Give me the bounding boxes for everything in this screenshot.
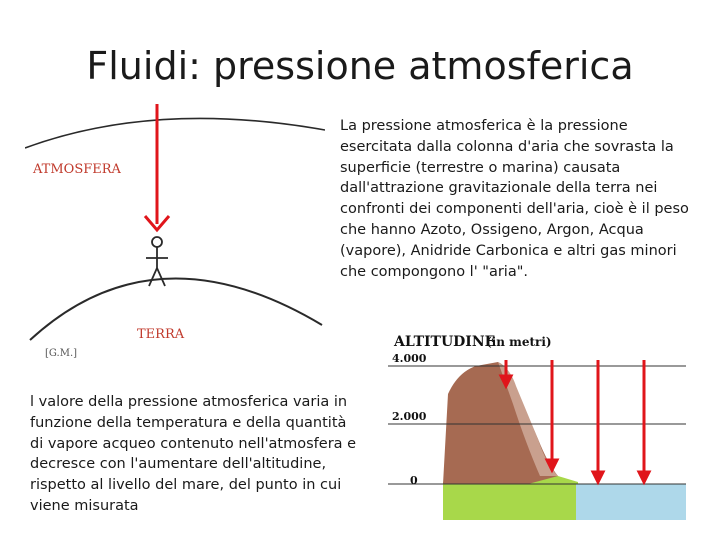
tick-0: 0 bbox=[410, 474, 418, 487]
altitude-illustration bbox=[388, 324, 686, 520]
slide-title: Fluidi: pressione atmosferica bbox=[86, 44, 634, 88]
atmosphere-label: ATMOSFERA bbox=[33, 162, 121, 177]
atmosphere-diagram bbox=[25, 100, 325, 362]
atmosphere-curve bbox=[25, 118, 325, 148]
altitude-diagram bbox=[388, 324, 686, 520]
arrow-4-head bbox=[639, 472, 649, 482]
variation-text: l valore della pressione atmosferica varia in funzione della temperatura e della quantità di vapore acqueo contenuto nell'atmosfera e decresce con l'aumentare dell'altitudine, rispetto al livello del mare, del punto in cui viene misurata bbox=[30, 394, 357, 514]
atmosphere-illustration bbox=[25, 100, 325, 362]
arrow-3-head bbox=[593, 472, 603, 482]
altitude-unit: (in metri) bbox=[486, 335, 552, 349]
definition-text: La pressione atmosferica è la pressione esercitata dalla colonna d'aria che sovrasta la superficie (terrestre o marina) causata dall'attrazione gravitazionale della terra nei confronti dei componenti dell'aria, cioè è il peso che hanno Azoto, Ossigeno, Argon, Acqua (vapore), Anidride Carbonica e altri gas minori che compongono l' "aria". bbox=[340, 118, 689, 280]
tick-2000: 2.000 bbox=[392, 410, 427, 423]
credit-label: [G.M.] bbox=[45, 348, 78, 359]
tick-4000: 4.000 bbox=[392, 352, 427, 365]
earth-label: TERRA bbox=[137, 327, 185, 342]
altitude-title: ALTITUDINE bbox=[394, 334, 496, 350]
sea-area bbox=[576, 484, 686, 520]
